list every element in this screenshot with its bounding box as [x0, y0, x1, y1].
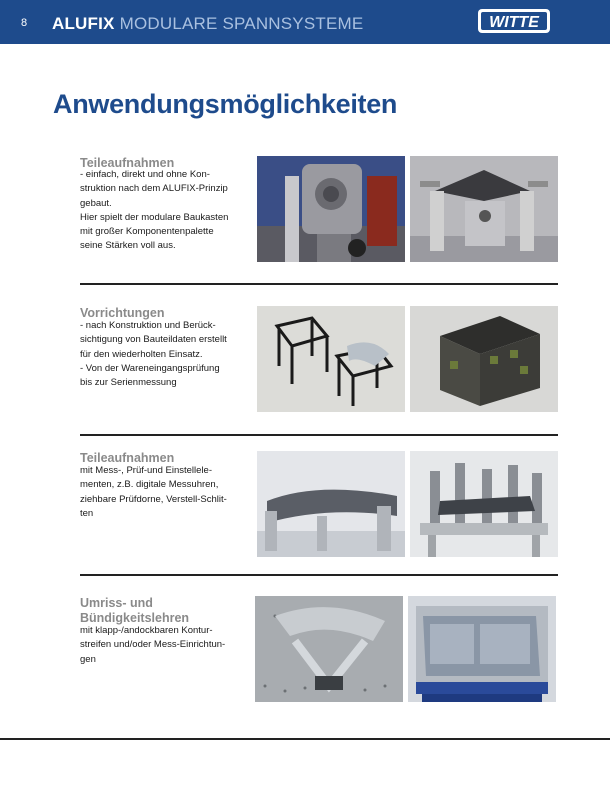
- section-divider: [80, 283, 558, 285]
- section-title: Teileaufnahmen: [80, 451, 175, 465]
- page-number: 8: [21, 17, 28, 29]
- section-title: Teileaufnahmen: [80, 156, 175, 170]
- section-title: Vorrichtungen: [80, 306, 165, 320]
- photo-fixture-housing: [257, 156, 405, 262]
- photo-contour-gauge: [255, 596, 403, 702]
- section-text: - einfach, direkt und ohne Kon- struktion nach dem ALUFIX-Prinzip gebaut. Hier spielt der modulare Baukasten mit großer Komponentenpalette seine Stärken voll aus.: [80, 169, 229, 252]
- footer-rule: [0, 738, 610, 740]
- section-divider: [80, 434, 558, 436]
- header-title: [52, 14, 363, 34]
- section-divider: [80, 574, 558, 576]
- photo-multi-clamp-fixture: [410, 451, 558, 557]
- header-bar: [0, 0, 610, 44]
- section-text: mit klapp-/andockbaren Kontur- streifen und/oder Mess-Einrichtun- gen: [80, 625, 226, 665]
- header-title-subtitle: MODULARE SPANNSYSTEME: [119, 14, 364, 33]
- section-text: mit Mess-, Prüf-und Einstellele- menten, z.B. digitale Messuhren, ziehbare Prüfdorne, Verstell-Schlit- ten: [80, 465, 227, 519]
- photo-dark-cube-fixture: [410, 306, 558, 412]
- logo-text: WITTE: [489, 14, 539, 31]
- photo-black-frame-fixtures: [257, 306, 405, 412]
- section-teileaufnahmen-2: [80, 451, 558, 563]
- page-heading: Anwendungsmöglichkeiten: [53, 89, 398, 119]
- header-title-brand: ALUFIX: [52, 14, 115, 33]
- witte-logo: [477, 8, 551, 34]
- section-vorrichtungen: [80, 306, 558, 418]
- photo-car-door-gauge: [408, 596, 556, 702]
- section-title: Umriss- und Bündigkeitslehren: [80, 596, 190, 625]
- section-text: - nach Konstruktion und Berück- sichtigung von Bauteildaten erstellt für den wiederholten Einsatz. - Von der Wareneingangsprüfung bis zur Serienmessung: [80, 320, 227, 389]
- photo-dashboard-measuring-fixture: [257, 451, 405, 557]
- section-umriss-buendigkeitslehren: [80, 596, 558, 708]
- photo-fixture-clamps: [410, 156, 558, 262]
- section-teileaufnahmen-1: [80, 156, 558, 268]
